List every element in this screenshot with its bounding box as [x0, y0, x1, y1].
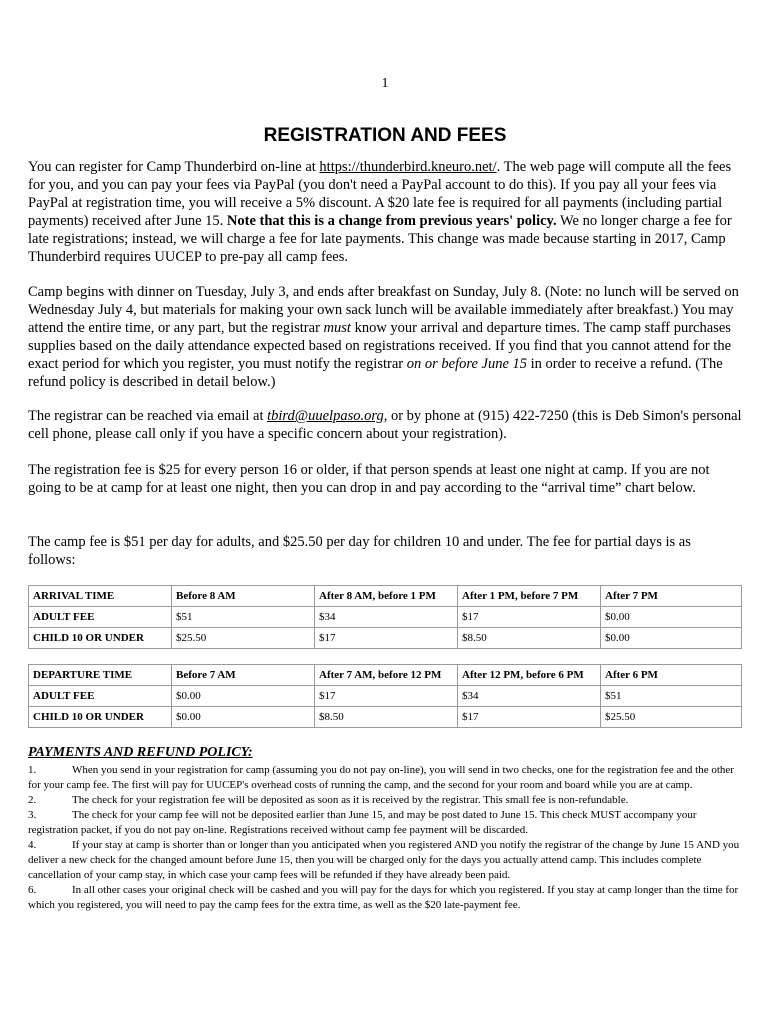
para1-text-b: . The web page will compute all the fees for you, and you can pay your fees via PayPal (you don't need a PayPal account to do this). If you pay all your fees via PayPal at registration time, you will receive a 5% discount. A $20 late fee is required for all payments (including partial payments) received after June 15. — [28, 159, 732, 229]
table-row — [29, 628, 742, 649]
para1-text-c: We no longer charge a fee for late registrations; instead, we will charge a fee for late payments. This change was made because starting in 2017, Camp Thunderbird requires UUCEP to pre-pay all camp fees. — [28, 213, 732, 265]
table-cell: ARRIVAL TIME — [29, 586, 172, 607]
list-item — [28, 763, 742, 793]
list-item-number: 1. — [28, 764, 37, 776]
paragraph-camp-schedule — [28, 283, 742, 391]
para2-text-c: in order to receive a refund. (The refund policy is described in detail below.) — [28, 356, 723, 390]
paragraph-registration-fee: The registration fee is $25 for every person 16 or older, if that person spends at least one night at camp. If you are not going to be at camp for at least one night, then you can drop in and pay according to the “arrival time” chart below. — [28, 462, 710, 496]
table-cell: After 7 PM — [601, 586, 742, 607]
table-cell: $51 — [601, 686, 742, 707]
para3-text-b: , or by phone at (915) 422-7250 (this is Deb Simon's personal cell phone, please call only if you have a specific concern about your registration). — [28, 408, 742, 442]
table-cell: After 7 AM, before 12 PM — [315, 665, 458, 686]
table-row — [29, 686, 742, 707]
paragraph-online-registration — [28, 158, 742, 266]
para2-text-b: know your arrival and departure times. The camp staff purchases supplies based on the daily attendance expected based on registrations received. If you find that you cannot attend for the exact period for which you register, you must notify the registrar — [28, 320, 732, 372]
para1-text-a: You can register for Camp Thunderbird on-line at — [28, 159, 320, 175]
list-item-number: 6. — [28, 884, 37, 896]
policy-list — [28, 763, 742, 913]
table-cell: $17 — [315, 686, 458, 707]
table-cell: $0.00 — [172, 707, 315, 728]
table-cell: $0.00 — [172, 686, 315, 707]
list-item-text: When you send in your registration for camp (assuming you do not pay on-line), you will send in two checks, one for the registration fee and the other for your camp fee. The first will pay for UUCEP's overhead costs of running the camp, and the second for your room and board while you are at camp. — [28, 764, 734, 791]
table-cell: $0.00 — [601, 607, 742, 628]
registration-link[interactable]: https://thunderbird.kneuro.net/ — [319, 159, 497, 175]
registrar-email-link[interactable]: tbird@uuelpaso.org — [267, 408, 384, 424]
table-cell: $0.00 — [601, 628, 742, 649]
departure-fee-table — [28, 664, 742, 728]
page-number: 1 — [381, 76, 389, 91]
table-cell: CHILD 10 OR UNDER — [29, 707, 172, 728]
table-cell: ADULT FEE — [29, 607, 172, 628]
table-cell: Before 8 AM — [172, 586, 315, 607]
table-cell: After 1 PM, before 7 PM — [458, 586, 601, 607]
policy-change-note: Note that this is a change from previous years' policy. — [226, 213, 557, 229]
table-cell: $34 — [458, 686, 601, 707]
list-item-text: The check for your camp fee will not be deposited earlier than June 15, and may be post dated to June 15. This check MUST accompany your registration packet, if you do not pay on-line. Registrations received without camp fee payment will be discarded. — [28, 809, 697, 836]
list-item — [28, 793, 742, 808]
list-item-text: The check for your registration fee will be deposited as soon as it is received by the registrar. This small fee is non-refundable. — [72, 794, 629, 806]
table-cell: $51 — [172, 607, 315, 628]
table-cell: After 8 AM, before 1 PM — [315, 586, 458, 607]
list-item-text: In all other cases your original check will be cashed and you will pay for the days for which you registered. If you stay at camp longer than the time for which you registered, you will need to pay the camp fees for the extra time, as well as the $20 late-payment fee. — [28, 884, 739, 911]
paragraph-camp-fee: The camp fee is $51 per day for adults, and $25.50 per day for children 10 and under. The fee for partial days is as follows: — [28, 534, 691, 568]
list-item — [28, 808, 742, 838]
table-cell: After 12 PM, before 6 PM — [458, 665, 601, 686]
arrival-fee-table — [28, 585, 742, 649]
table-cell: ADULT FEE — [29, 686, 172, 707]
list-item-number: 4. — [28, 839, 37, 851]
para2-text-a: Camp begins with dinner on Tuesday, July 3, and ends after breakfast on Sunday, July 8. (Note: no lunch will be served on Wednesday July 4, but materials for making your own sack lunch will be available immediately after breakfast.) You may attend the entire time, or any part, but the registrar — [28, 284, 739, 336]
para2-italic-must: must — [323, 320, 351, 336]
list-item-text: If your stay at camp is shorter than or longer than you anticipated when you registered AND you notify the registrar of the change by June 15 AND you deliver a new check for the changed amount before June 15, then you will be charged only for the days you actually attend camp. This includes complete cancellation of your camp stay, in which case your camp fees will be refunded if they have already been paid. — [28, 839, 740, 881]
table-cell: Before 7 AM — [172, 665, 315, 686]
table-row — [29, 707, 742, 728]
page-title: REGISTRATION AND FEES — [263, 125, 507, 146]
table-cell: $17 — [458, 707, 601, 728]
paragraph-registrar-contact — [28, 407, 742, 443]
list-item — [28, 838, 742, 883]
table-cell: $8.50 — [458, 628, 601, 649]
table-cell: CHILD 10 OR UNDER — [29, 628, 172, 649]
table-cell: DEPARTURE TIME — [29, 665, 172, 686]
table-cell: $8.50 — [315, 707, 458, 728]
table-cell: $34 — [315, 607, 458, 628]
para3-text-a: The registrar can be reached via email at — [28, 408, 268, 424]
list-item-number: 2. — [28, 794, 37, 806]
table-cell: $17 — [315, 628, 458, 649]
table-cell: $17 — [458, 607, 601, 628]
table-cell: $25.50 — [172, 628, 315, 649]
policy-heading: PAYMENTS AND REFUND POLICY: — [28, 745, 253, 760]
table-header-row — [29, 665, 742, 686]
list-item — [28, 883, 742, 913]
table-header-row — [29, 586, 742, 607]
para2-italic-deadline: on or before June 15 — [406, 356, 528, 372]
table-cell: After 6 PM — [601, 665, 742, 686]
table-row — [29, 607, 742, 628]
table-cell: $25.50 — [601, 707, 742, 728]
list-item-number: 3. — [28, 809, 37, 821]
